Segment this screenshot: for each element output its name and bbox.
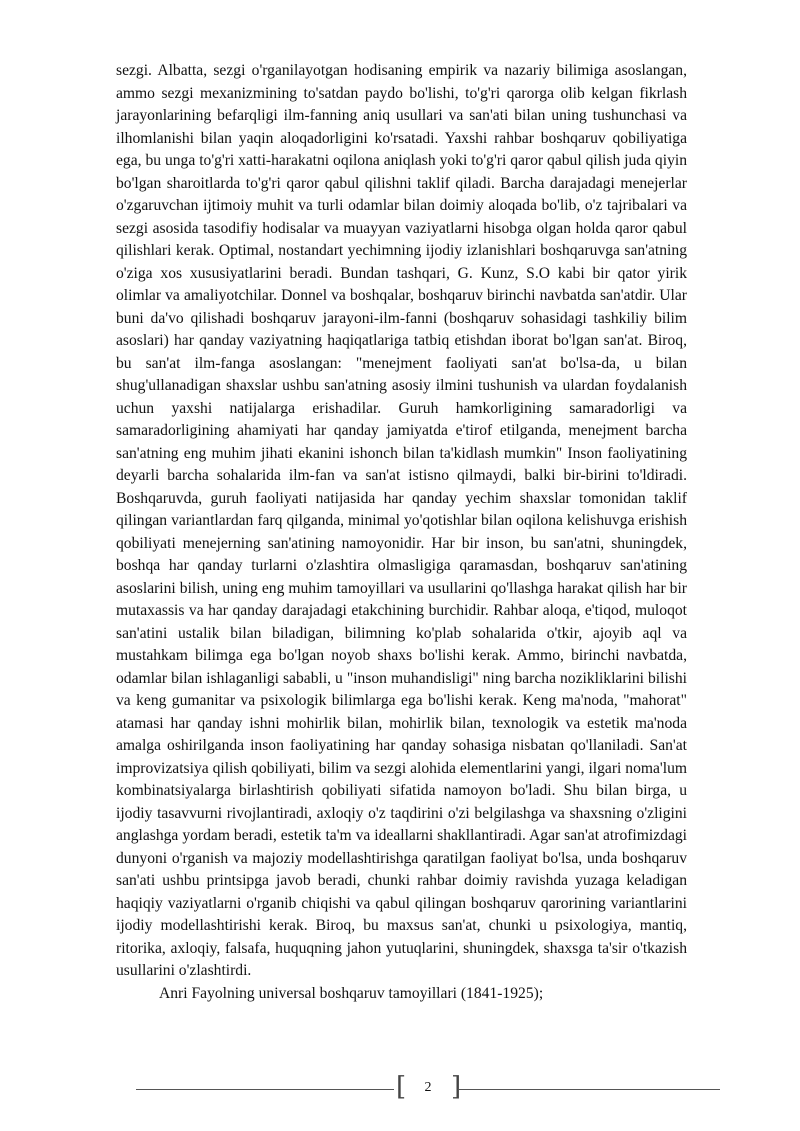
page-number: 2 xyxy=(424,1080,432,1095)
section-heading-line: Anri Fayolning universal boshqaruv tamoyillari (1841-1925); xyxy=(159,984,544,1002)
page-footer xyxy=(136,1070,720,1106)
footer-bracket-left: [ xyxy=(396,1072,407,1102)
footer-bracket-right: ] xyxy=(451,1072,462,1102)
footer-rule-left xyxy=(136,1089,394,1090)
body-paragraph: sezgi. Albatta, sezgi o'rganilayotgan hodisaning empirik va nazariy bilimiga asoslangan, ammo sezgi mexanizmining to'satdan paydo bo'lishi, to'g'ri qarorga olib kelgan fikrlash jarayonlarining befarqligi ilm-fanning aniq usullari va san'ati bilan uning tushunchasi va ilhomlanishi bilan yaqin aloqadorligini ko'rsatadi. Yaxshi rahbar boshqaruv qobiliyatiga ega, bu unga to'g'ri xatti-harakatni oqilona aniqlash yoki to'g'ri qaror qabul qilish juda qiyin bo'lgan sharoitlarda to'g'ri qaror qabul qilishni taklif qiladi. Barcha darajadagi menejerlar o'zgaruvchan ijtimoiy muhit va turli odamlar bilan doimiy aloqada bo'lib, o'z tajribalari va sezgi asosida tasodifiy hodisalar va muayyan vaziyatlarni hisobga olgan holda qaror qabul qilishlari kerak. Optimal, nostandart yechimning ijodiy izlanishlari boshqaruvga san'atning o'ziga xos xususiyatlarini beradi. Bundan tashqari, G. Kunz, S.O kabi bir qator yirik olimlar va amaliyotchilar. Donnel va boshqalar, boshqaruv birinchi navbatda san'atdir. Ular buni da'vo qilishadi boshqaruv jarayoni-ilm-fanni (boshqaruv sohasidagi tashkiliy bilim asoslari) har qanday vaziyatning haqiqatlariga tatbiq etishdan iborat bo'lgan san'at. Biroq, bu san'at ilm-fanga asoslangan: "menejment faoliyati san'at bo'lsa-da, u bilan shug'ullanadigan shaxslar ushbu san'atning asosiy ilmini tushunish va ulardan foydalanish uchun yaxshi natijalarga erishadilar. Guruh hamkorligining samaradorligi va samaradorligining ahamiyati har qanday jamiyatda e'tirof etilganda, menejment barcha san'atning eng muhim jihati ekanini ishonch bilan ta'kidlash mumkin" Inson faoliyatining deyarli barcha sohalarida ilm-fan va san'at istisno qilmaydi, balki bir-birini to'ldiradi. Boshqaruvda, guruh faoliyati natijasida har qanday yechim shaxslar tomonidan taklif qilingan variantlardan farq qilganda, minimal yo'qotishlar bilan oqilona kelishuvga erishish qobiliyati menejerning san'atining namoyonidir. Har bir inson, bu san'atni, shuningdek, boshqa har qanday turlarni o'zlashtira olmasligiga qaramasdan, boshqaruv san'atining asoslarini bilish, uning eng muhim tamoyillari va usullarini qo'llashga harakat qilish har bir mutaxassis va har qanday darajadagi etakchining burchidir. Rahbar aloqa, e'tiqod, muloqot san'atini ustalik bilan biladigan, bilimning ko'plab sohalarida o'tkir, ajoyib aql va mustahkam bilimga ega bo'lgan noyob shaxs bo'lishi kerak. Ammo, birinchi navbatda, odamlar bilan ishlaganligi sababli, u "inson muhandisligi" ning barcha nozikliklarini bilishi va keng gumanitar va psixologik bilimlarga ega bo'lishi kerak. Keng ma'noda, "mahorat" atamasi har qanday ishni mohirlik bilan, mohirlik bilan, texnologik va estetik ma'noda amalga oshirilganda inson faoliyatining har qanday sohasiga nisbatan qo'llaniladi. San'at improvizatsiya qilish qobiliyati, bilim va sezgi alohida elementlarini yangi, ilgari noma'lum kombinatsiyalarga birlashtirish qobiliyati sifatida namoyon bo'ladi. Shu bilan birga, u ijodiy tasavvurni rivojlantiradi, axloqiy o'z taqdirini o'zi belgilashga va shaxsning o'zligini anglashga yordam beradi, estetik ta'm va ideallarni shakllantiradi. Agar san'at atrofimizdagi dunyoni o'rganish va majoziy modellashtirishga qaratilgan faoliyat bo'lsa, unda boshqaruv san'ati ushbu printsipga javob beradi, chunki rahbar doimiy ravishda yuzaga keladigan haqiqiy vaziyatlarni o'rganib chiqishi va qabul qilingan boshqaruv qarorining variantlarini ijodiy modellashtirishi kerak. Biroq, bu maxsus san'at, chunki u psixologiya, mantiq, ritorika, axloqiy, falsafa, huquqning jahon yutuqlarini, shuningdek, shaxsga ta'sir o'tkazish usullarini o'zlashtirdi. xyxy=(116,62,687,979)
document-page xyxy=(116,60,687,1005)
footer-rule-right xyxy=(458,1089,720,1090)
